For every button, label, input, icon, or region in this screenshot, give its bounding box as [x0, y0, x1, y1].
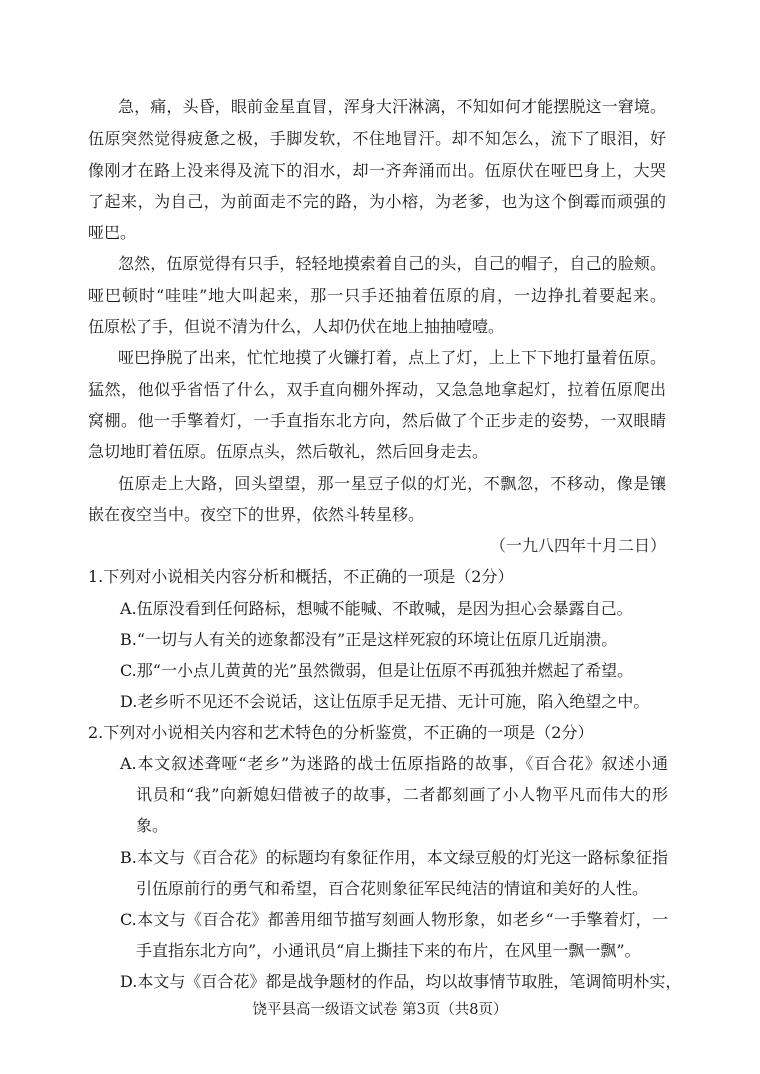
page-footer: 饶平县高一级语文试卷 第3页（共8页） [252, 1002, 508, 1018]
text-line: 伍原松了手，但说不清为什么，人却仍伏在地上抽抽噎噎。 [88, 317, 505, 336]
text-line: 嵌在夜空当中。夜空下的世界，依然斗转星移。 [88, 505, 425, 524]
text-line: 窝棚。他一手擎着灯，一手直指东北方向，然后做了个正步走的姿势，一双眼睛 [88, 411, 666, 430]
text-line: 伍原突然觉得疲惫之极，手脚发软，不住地冒汗。却不知怎么，流下了眼泪，好 [88, 129, 666, 148]
question-stem: 2.下列对小说相关内容和艺术特色的分析鉴赏，不正确的一项是（2分） [88, 723, 594, 742]
text-line: 哑巴顿时“哇哇”地大叫起来，那一只手还抽着伍原的肩，一边挣扎着要起来。 [88, 286, 666, 305]
question-option: A.伍原没看到任何路标，想喊不能喊、不敢喊，是因为担心会暴露自己。 [120, 599, 633, 618]
question-option: B.“一切与人有关的迹象都没有”正是这样死寂的环境让伍原几近崩溃。 [120, 630, 618, 649]
text-line: 急切地盯着伍原。伍原点头，然后敬礼，然后回身走去。 [88, 442, 489, 461]
question-option: D.老乡听不见还不会说话，这让伍原手足无措、无计可施，陷入绝望之中。 [120, 692, 650, 711]
question-option: C.那“一小点儿黄黄的光”虽然微弱，但是让伍原不再孤独并燃起了希望。 [120, 661, 634, 680]
question-option: B.本文与《百合花》的标题均有象征作用，本文绿豆般的灯光这一路标象征指 [120, 848, 668, 867]
text-line: 伍原走上大路，回头望望，那一星豆子似的灯光，不飘忽，不移动，像是镶 [118, 474, 666, 493]
text-line: 猛然，他似乎省悟了什么，双手直向棚外挥动，又急急地拿起灯，拉着伍原爬出 [88, 380, 666, 399]
question-option: 象。 [136, 816, 169, 835]
text-line: 哑巴挣脱了出来，忙忙地摸了火镰打着，点上了灯，上上下下地打量着伍原。 [118, 348, 666, 367]
question-option: 引伍原前行的勇气和希望，百合花则象征军民纯洁的情谊和美好的人性。 [136, 879, 649, 898]
question-option: 手直指东北方向”，小通讯员“肩上撕挂下来的布片，在风里一飘一飘”。 [136, 941, 641, 960]
text-line: 了起来，为自己，为前面走不完的路，为小榕，为老爹，也为这个倒霉而顽强的 [88, 192, 666, 211]
story-date: （一九八四年十月二日） [489, 536, 666, 555]
text-line: 急，痛，头昏，眼前金星直冒，浑身大汗淋漓，不知如何才能摆脱这一窘境。 [118, 97, 666, 116]
question-option: D.本文与《百合花》都是战争题材的作品，均以故事情节取胜，笔调简明朴实， [120, 972, 682, 991]
text-line: 忽然，伍原觉得有只手，轻轻地摸索着自己的头，自己的帽子，自己的脸颊。 [118, 254, 666, 273]
text-line: 像刚才在路上没来得及流下的泪水，却一齐奔涌而出。伍原伏在哑巴身上，大哭 [88, 161, 666, 180]
question-stem: 1.下列对小说相关内容分析和概括，不正确的一项是（2分） [88, 567, 514, 586]
question-option: 讯员和“我”向新媳妇借被子的故事，二者都刻画了小人物平凡而伟大的形 [136, 785, 668, 804]
question-option: C.本文与《百合花》都善用细节描写刻画人物形象，如老乡“一手擎着灯，一 [120, 910, 668, 929]
text-line: 哑巴。 [88, 223, 137, 242]
question-option: A.本文叙述聋哑“老乡”为迷路的战士伍原指路的故事，《百合花》叙述小通 [120, 754, 668, 773]
